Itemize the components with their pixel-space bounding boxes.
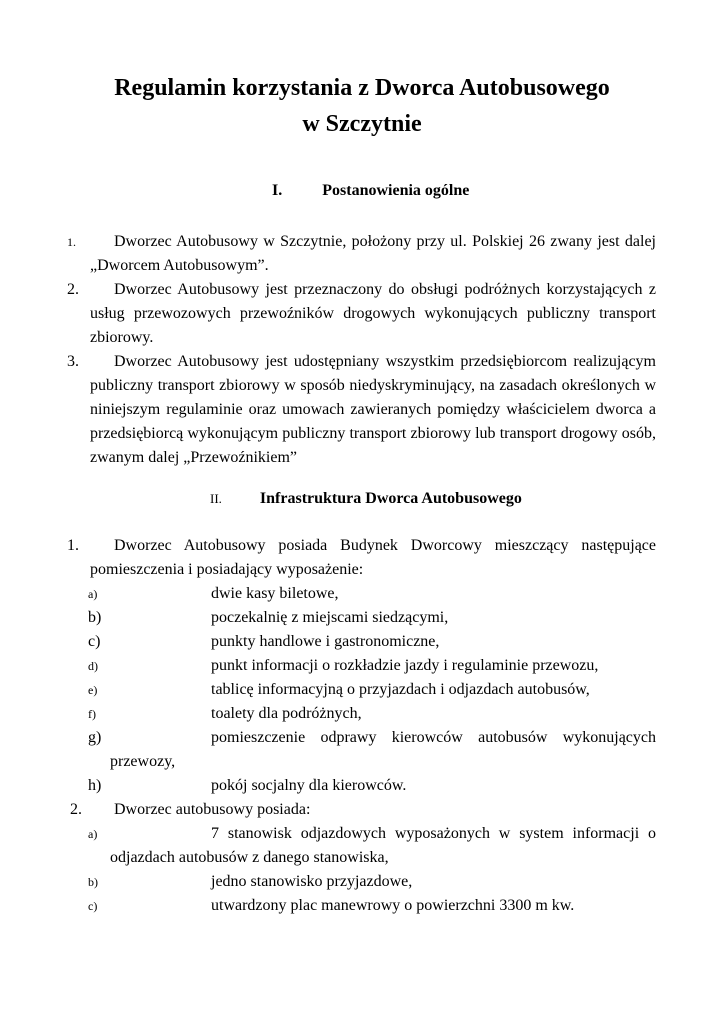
s1-item-2-number: 2. xyxy=(67,281,79,298)
s2-item2-sub-a-continuation: odjazdach autobusów z danego stanowiska, xyxy=(110,849,389,866)
s2-item-2-number: 2. xyxy=(70,801,82,818)
s2-item2-sub-b-text: jedno stanowisko przyjazdowe, xyxy=(211,873,413,890)
s1-item-3-number: 3. xyxy=(67,353,79,370)
s2-item-1-number: 1. xyxy=(67,537,79,554)
s2-item2-sub-a-letter: a) xyxy=(88,827,98,841)
section-1-number: I. xyxy=(272,182,283,199)
s2-sub-g-text: pomieszczenie odprawy kierowców autobusów wykonujących xyxy=(211,729,656,746)
s2-sub-h-letter: h) xyxy=(88,777,102,794)
s2-sub-g-letter: g) xyxy=(88,729,102,746)
s1-item-3-text: Dworzec Autobusowy jest udostępniany wszystkim przedsiębiorcom realizującym publiczny transport zbiorowy w sposób niedyskryminujący, na zasadach określonych w niniejszym regulaminie oraz umowach zawieranych pomiędzy właścicielem dworca a przedsiębiorcą wykonującym publiczny transport zbiorowy lub transport drogowy osób, zwanym dalej „Przewoźnikiem” xyxy=(90,353,656,466)
s2-sub-h-text: pokój socjalny dla kierowców. xyxy=(211,777,407,794)
s2-item-1-text: Dworzec Autobusowy posiada Budynek Dworcowy mieszczący następujące pomieszczenia i posiadający wyposażenie: xyxy=(90,537,656,578)
s2-sub-b-text: poczekalnię z miejscami siedzącymi, xyxy=(211,609,449,626)
s2-sub-d-letter: d) xyxy=(88,659,98,673)
s2-item2-sub-a-text: 7 stanowisk odjazdowych wyposażonych w system informacji o xyxy=(211,825,656,842)
s2-sub-f-letter: f) xyxy=(88,707,96,721)
title-line-1: Regulamin korzystania z Dworca Autobusowego xyxy=(114,75,610,101)
s2-sub-c-text: punkty handlowe i gastronomiczne, xyxy=(211,633,440,650)
s2-sub-g-continuation: przewozy, xyxy=(110,753,176,770)
s2-sub-a-text: dwie kasy biletowe, xyxy=(211,585,339,602)
section-2-heading xyxy=(210,488,522,510)
s2-item-2-text: Dworzec autobusowy posiada: xyxy=(114,801,311,818)
s2-sub-f-text: toalety dla podróżnych, xyxy=(211,705,362,722)
s2-item2-sub-c-letter: c) xyxy=(88,899,98,913)
s1-item-1-text: Dworzec Autobusowy w Szczytnie, położony przy ul. Polskiej 26 zwany jest dalej „Dworcem Autobusowym”. xyxy=(90,233,656,274)
section-1-heading xyxy=(272,180,469,202)
s2-sub-e-text: tablicę informacyjną o przyjazdach i odjazdach autobusów, xyxy=(211,681,590,698)
s2-sub-d-text: punkt informacji o rozkładzie jazdy i regulaminie przewozu, xyxy=(211,657,599,674)
s2-sub-e-letter: e) xyxy=(88,683,98,697)
section-2-title: Infrastruktura Dworca Autobusowego xyxy=(259,490,522,507)
title-line-2: w Szczytnie xyxy=(302,111,422,137)
section-2-number: II. xyxy=(210,491,222,506)
s1-item-1-number: 1. xyxy=(67,235,76,249)
s2-sub-c-letter: c) xyxy=(88,633,101,650)
s1-item-2-text: Dworzec Autobusowy jest przeznaczony do obsługi podróżnych korzystających z usług przewozowych przewoźników drogowych wykonujących publiczny transport zbiorowy. xyxy=(90,281,656,346)
s2-sub-b-letter: b) xyxy=(88,609,102,626)
s2-item2-sub-c-text: utwardzony plac manewrowy o powierzchni 3300 m kw. xyxy=(211,897,575,914)
s2-item2-sub-b-letter: b) xyxy=(88,875,98,889)
s2-sub-a-letter: a) xyxy=(88,587,98,601)
document-title xyxy=(60,70,664,142)
section-1-title: Postanowienia ogólne xyxy=(322,182,470,199)
